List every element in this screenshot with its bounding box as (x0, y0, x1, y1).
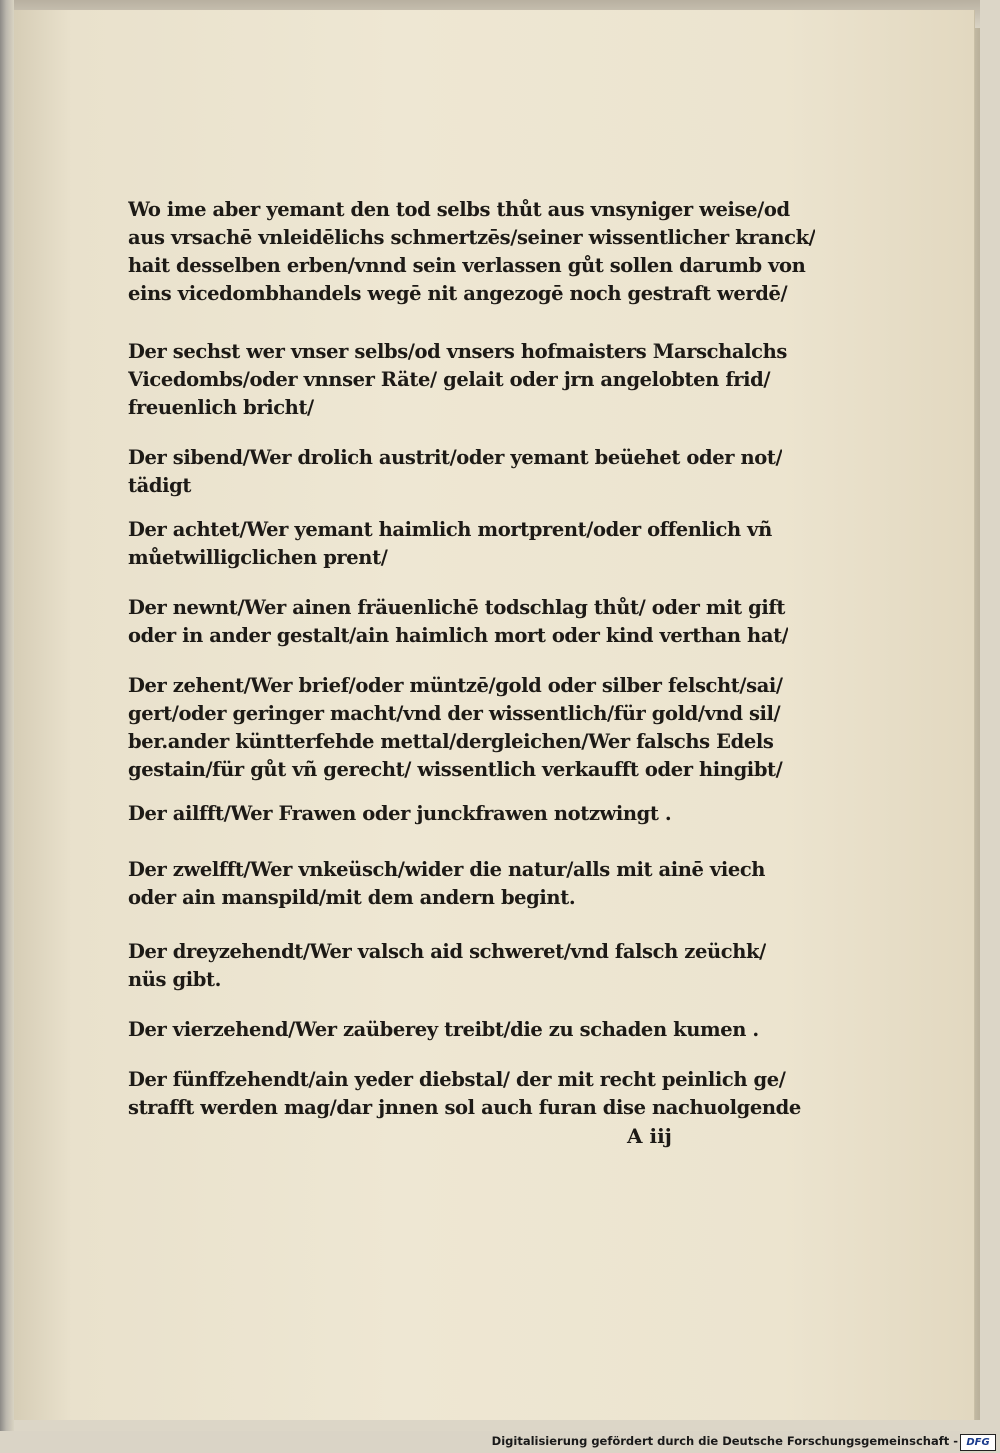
paragraph (128, 444, 782, 500)
text-line: Der vierzehend/Wer zaüberey treibt/die zu schaden kumen . (128, 1018, 759, 1041)
text-line: strafft werden mag/dar jnnen sol auch furan dise nachuolgende (128, 1096, 801, 1119)
paragraph (128, 1016, 759, 1044)
left-page-edge (0, 0, 14, 1453)
paragraph (128, 800, 671, 828)
text-line: eins vicedombhandels wegē nit angezogē noch gestraft werdē/ (128, 282, 788, 305)
text-line: Der newnt/Wer ainen fräuenlichē todschlag thůt/ oder mit gift (128, 596, 785, 619)
text-line: gert/oder geringer macht/vnd der wissentlich/für gold/vnd sil/ (128, 702, 781, 725)
text-line: freuenlich bricht/ (128, 396, 314, 419)
funding-notice: Digitalisierung gefördert durch die Deutsche Forschungsgemeinschaft - (491, 1434, 958, 1448)
paragraph (128, 1066, 801, 1122)
text-line: Der sibend/Wer drolich austrit/oder yemant beüehet oder not/ (128, 446, 783, 469)
footer-bar (0, 1431, 1000, 1453)
paragraph (128, 938, 766, 994)
text-line: gestain/für gůt vñ gerecht/ wissentlich verkaufft oder hingibt/ (128, 758, 783, 781)
dfg-logo-icon: DFG (960, 1434, 996, 1451)
paragraph (128, 338, 787, 422)
paragraph (128, 594, 788, 650)
paragraph (128, 516, 772, 572)
text-line: můetwilligclichen prent/ (128, 546, 388, 569)
text-line: Vicedombs/oder vnnser Räte/ gelait oder jrn angelobten frid/ (128, 368, 771, 391)
text-line: nüs gibt. (128, 968, 221, 991)
text-line: aus vrsachē vnleidēlichs schmertzēs/seiner wissentlicher kranck/ (128, 226, 816, 249)
text-line: oder in ander gestalt/ain haimlich mort oder kind verthan hat/ (128, 624, 789, 647)
text-line: Der sechst wer vnser selbs/od vnsers hofmaisters Marschalchs (128, 340, 787, 363)
text-line: tädigt (128, 474, 191, 497)
text-line: hait desselben erben/vnnd sein verlassen gůt sollen darumb von (128, 254, 806, 277)
text-line: Der dreyzehendt/Wer valsch aid schweret/vnd falsch zeüchk/ (128, 940, 766, 963)
paragraph (128, 856, 765, 912)
text-line: Der achtet/Wer yemant haimlich mortprent/oder offenlich vñ (128, 518, 772, 541)
text-line: oder ain manspild/mit dem andern begint. (128, 886, 576, 909)
paragraph (128, 196, 815, 308)
text-line: Der ailfft/Wer Frawen oder junckfrawen notzwingt . (128, 802, 672, 825)
paragraph (128, 672, 783, 784)
text-line: Der fünffzehendt/ain yeder diebstal/ der mit recht peinlich ge/ (128, 1068, 786, 1091)
text-line: Der zwelfft/Wer vnkeüsch/wider die natur/alls mit ainē viech (128, 858, 766, 881)
text-line: Wo ime aber yemant den tod selbs thůt aus vnsyniger weise/od (128, 198, 790, 221)
text-line: Der zehent/Wer brief/oder müntzē/gold oder silber felscht/sai/ (128, 674, 783, 697)
signature-mark: A iij (627, 1124, 672, 1148)
text-line: ber.ander küntterfehde mettal/dergleichen/Wer falschs Edels (128, 730, 774, 753)
